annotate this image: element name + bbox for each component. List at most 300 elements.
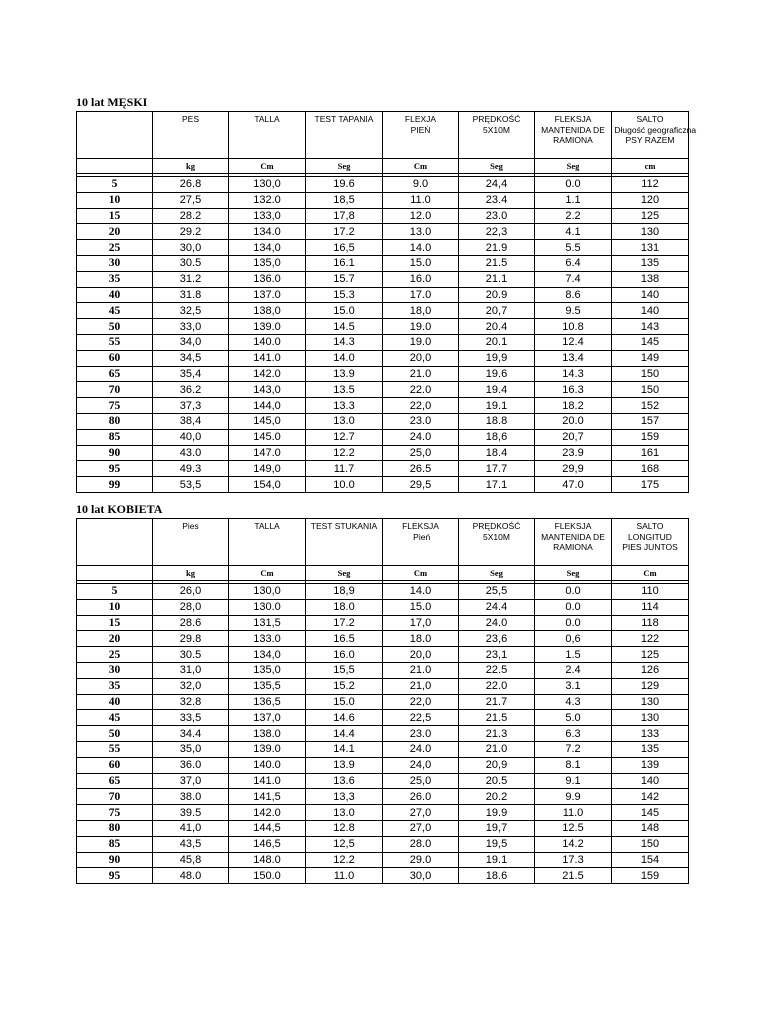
value-cell: 0.0 [535,177,612,193]
column-header [229,112,306,159]
value-cell: 16.0 [306,647,383,663]
value-cell: 20,9 [459,757,535,773]
table-row [77,710,689,726]
value-cell: 139.0 [229,741,306,757]
value-cell: 17,8 [306,208,383,224]
value-cell: 47.0 [535,477,612,493]
value-cell: 23.0 [459,208,535,224]
unit-cell: kg [153,159,229,174]
column-header [383,112,459,159]
percentile-cell: 55 [77,741,153,757]
table-row [77,836,689,852]
column-header [535,112,612,159]
value-cell: 137.0 [229,287,306,303]
value-cell: 25,0 [383,773,459,789]
value-cell: 125 [612,208,689,224]
value-cell: 131,5 [229,615,306,631]
value-cell: 2.4 [535,662,612,678]
value-cell: 30,0 [383,868,459,884]
percentile-cell: 60 [77,350,153,366]
value-cell: 141.0 [229,773,306,789]
table-row [77,303,689,319]
value-cell: 15,5 [306,662,383,678]
value-cell: 25,5 [459,584,535,600]
value-cell: 175 [612,477,689,493]
value-cell: 22,0 [383,398,459,414]
value-cell: 41,0 [153,820,229,836]
value-cell: 4.3 [535,694,612,710]
table-row [77,599,689,615]
value-cell: 21.5 [535,868,612,884]
column-header [306,519,383,566]
value-cell: 133.0 [229,631,306,647]
value-cell: 19,9 [459,350,535,366]
male-percentile-table [76,111,697,493]
value-cell: 17.2 [306,615,383,631]
value-cell: 20,7 [459,303,535,319]
value-cell: 148.0 [229,852,306,868]
percentile-cell: 65 [77,366,153,382]
value-cell: 168 [612,461,689,477]
value-cell: 120 [612,192,689,208]
percentile-cell: 40 [77,694,153,710]
value-cell: 14.5 [306,319,383,335]
value-cell: 22,0 [383,694,459,710]
value-cell: 18,0 [383,303,459,319]
value-cell: 19.0 [383,319,459,335]
value-cell: 11.7 [306,461,383,477]
value-cell: 137,0 [229,710,306,726]
value-cell: 29,9 [535,461,612,477]
value-cell: 33,0 [153,319,229,335]
value-cell: 145,0 [229,413,306,429]
value-cell: 10.8 [535,319,612,335]
table-row [77,382,689,398]
female-table-title: 10 lat KOBIETA [76,502,163,516]
percentile-cell: 5 [77,584,153,600]
table-row [77,350,689,366]
value-cell: 24,4 [459,177,535,193]
value-cell: 9.0 [383,177,459,193]
value-cell: 17.0 [383,287,459,303]
value-cell: 1.1 [535,192,612,208]
value-cell: 45,8 [153,852,229,868]
percentile-cell: 65 [77,773,153,789]
percentile-cell: 15 [77,208,153,224]
value-cell: 21.0 [383,662,459,678]
value-cell: 157 [612,413,689,429]
value-cell: 15.0 [306,694,383,710]
value-cell: 134,0 [229,647,306,663]
value-cell: 37,3 [153,398,229,414]
value-cell: 18,9 [306,584,383,600]
percentile-cell: 10 [77,599,153,615]
value-cell: 18.0 [383,631,459,647]
table-row [77,694,689,710]
value-cell: 14.3 [535,366,612,382]
value-cell: 26,0 [153,584,229,600]
value-cell: 37,0 [153,773,229,789]
value-cell: 15.0 [383,599,459,615]
table-row [77,366,689,382]
value-cell: 4.1 [535,224,612,240]
value-cell: 161 [612,445,689,461]
table-row [77,192,689,208]
value-cell: 11.0 [383,192,459,208]
value-cell: 19.1 [459,398,535,414]
value-cell: 20.9 [459,287,535,303]
column-header-label: Pies [182,521,199,531]
header-row [77,519,689,566]
value-cell: 9.1 [535,773,612,789]
header-row [77,112,689,159]
column-header [459,112,535,159]
value-cell: 27,5 [153,192,229,208]
unit-cell [77,159,153,174]
value-cell: 149,0 [229,461,306,477]
table-row [77,805,689,821]
column-header-label: TEST STUKANIA [310,521,378,531]
value-cell: 34.4 [153,726,229,742]
table-row [77,820,689,836]
unit-cell: Cm [612,566,689,581]
value-cell: 29.8 [153,631,229,647]
table-row [77,445,689,461]
value-cell: 31.8 [153,287,229,303]
value-cell: 8.6 [535,287,612,303]
column-header-label: FLEXJA PIEŃ [404,114,437,135]
table-row [77,271,689,287]
value-cell: 18.8 [459,413,535,429]
value-cell: 143 [612,319,689,335]
value-cell: 135 [612,741,689,757]
value-cell: 15.0 [306,303,383,319]
column-header [535,519,612,566]
value-cell: 159 [612,868,689,884]
value-cell: 141.0 [229,350,306,366]
value-cell: 40,0 [153,429,229,445]
value-cell: 149 [612,350,689,366]
percentile-cell: 35 [77,271,153,287]
value-cell: 12,5 [306,836,383,852]
percentile-cell: 20 [77,224,153,240]
value-cell: 144,0 [229,398,306,414]
value-cell: 26.5 [383,461,459,477]
value-cell: 126 [612,662,689,678]
value-cell: 138.0 [229,726,306,742]
value-cell: 20.4 [459,319,535,335]
value-cell: 22.5 [459,662,535,678]
column-header-label: TEST TAPANIA [314,114,374,124]
value-cell: 19,5 [459,836,535,852]
table-row [77,429,689,445]
value-cell: 39.5 [153,805,229,821]
value-cell: 110 [612,584,689,600]
value-cell: 21.0 [383,366,459,382]
value-cell: 140.0 [229,334,306,350]
value-cell: 14.3 [306,334,383,350]
percentile-cell: 20 [77,631,153,647]
value-cell: 21.7 [459,694,535,710]
value-cell: 36.2 [153,382,229,398]
value-cell: 23.0 [383,726,459,742]
value-cell: 16.3 [535,382,612,398]
value-cell: 140 [612,303,689,319]
column-header [306,112,383,159]
value-cell: 32,5 [153,303,229,319]
table-row [77,334,689,350]
value-cell: 26.0 [383,789,459,805]
unit-cell: Seg [459,159,535,174]
value-cell: 14.2 [535,836,612,852]
value-cell: 150 [612,366,689,382]
percentile-cell: 30 [77,662,153,678]
column-header-label: TALLA [254,114,280,124]
value-cell: 23.9 [535,445,612,461]
column-header [77,112,153,159]
value-cell: 18.0 [306,599,383,615]
percentile-cell: 80 [77,820,153,836]
value-cell: 19.1 [459,852,535,868]
table-row [77,477,689,493]
column-header [153,112,229,159]
value-cell: 36.0 [153,757,229,773]
value-cell: 148 [612,820,689,836]
percentile-cell: 60 [77,757,153,773]
value-cell: 25,0 [383,445,459,461]
unit-cell: Cm [229,566,306,581]
percentile-cell: 95 [77,461,153,477]
table-row [77,319,689,335]
female-percentile-table [76,518,689,884]
value-cell: 49.3 [153,461,229,477]
value-cell: 15.0 [383,255,459,271]
value-cell: 21.5 [459,710,535,726]
value-cell: 143,0 [229,382,306,398]
column-header-label: TALLA [254,521,280,531]
percentile-cell: 40 [77,287,153,303]
value-cell: 29.0 [383,852,459,868]
value-cell: 19.4 [459,382,535,398]
value-cell: 140 [612,773,689,789]
value-cell: 28.6 [153,615,229,631]
value-cell: 16,5 [306,240,383,256]
value-cell: 141,5 [229,789,306,805]
value-cell: 3.1 [535,678,612,694]
value-cell: 20.0 [535,413,612,429]
value-cell: 18,6 [459,429,535,445]
value-cell: 6.3 [535,726,612,742]
value-cell: 140 [612,287,689,303]
value-cell: 28.0 [383,836,459,852]
value-cell: 0.0 [535,599,612,615]
unit-cell: Seg [535,566,612,581]
value-cell: 53,5 [153,477,229,493]
value-cell: 21.3 [459,726,535,742]
unit-cell: Cm [383,566,459,581]
value-cell: 21.9 [459,240,535,256]
value-cell: 19.9 [459,805,535,821]
value-cell: 135,0 [229,662,306,678]
value-cell: 16.1 [306,255,383,271]
percentile-cell: 75 [77,398,153,414]
percentile-cell: 50 [77,319,153,335]
value-cell: 145 [612,805,689,821]
value-cell: 31.2 [153,271,229,287]
percentile-cell: 10 [77,192,153,208]
value-cell: 125 [612,647,689,663]
percentile-cell: 45 [77,710,153,726]
value-cell: 10.0 [306,477,383,493]
value-cell: 24.0 [459,615,535,631]
unit-cell: Seg [306,566,383,581]
value-cell: 150.0 [229,868,306,884]
value-cell: 35,0 [153,741,229,757]
value-cell: 129 [612,678,689,694]
units-row [77,566,689,581]
value-cell: 142.0 [229,805,306,821]
column-header-label: SALTO LONGITUD PIES JUNTOS [622,521,678,552]
table-row [77,224,689,240]
value-cell: 140.0 [229,757,306,773]
value-cell: 5.5 [535,240,612,256]
value-cell: 144,5 [229,820,306,836]
value-cell: 134,0 [229,240,306,256]
column-header-label: FLEKSJA Pień [402,521,439,542]
value-cell: 112 [612,177,689,193]
value-cell: 13.0 [306,805,383,821]
value-cell: 130.0 [229,599,306,615]
table-row [77,852,689,868]
column-header [383,519,459,566]
value-cell: 15.7 [306,271,383,287]
percentile-cell: 85 [77,836,153,852]
value-cell: 38,4 [153,413,229,429]
percentile-cell: 5 [77,177,153,193]
value-cell: 139.0 [229,319,306,335]
value-cell: 150 [612,836,689,852]
value-cell: 27,0 [383,805,459,821]
value-cell: 16.5 [306,631,383,647]
value-cell: 12.4 [535,334,612,350]
value-cell: 17.1 [459,477,535,493]
percentile-cell: 25 [77,240,153,256]
value-cell: 11.0 [535,805,612,821]
value-cell: 14.4 [306,726,383,742]
value-cell: 154,0 [229,477,306,493]
unit-cell: Seg [306,159,383,174]
value-cell: 159 [612,429,689,445]
value-cell: 114 [612,599,689,615]
table-row [77,287,689,303]
table-row [77,757,689,773]
value-cell: 7.4 [535,271,612,287]
units-row [77,159,689,174]
percentile-cell: 75 [77,805,153,821]
value-cell: 17.3 [535,852,612,868]
column-header-label: FLEKSJA MANTENIDA DE RAMIONA [541,114,605,145]
value-cell: 130 [612,224,689,240]
value-cell: 130,0 [229,584,306,600]
value-cell: 142.0 [229,366,306,382]
value-cell: 13.5 [306,382,383,398]
value-cell: 30.5 [153,255,229,271]
value-cell: 152 [612,398,689,414]
value-cell: 13.3 [306,398,383,414]
value-cell: 14.6 [306,710,383,726]
value-cell: 18.6 [459,868,535,884]
value-cell: 19.6 [306,177,383,193]
value-cell: 12.2 [306,852,383,868]
value-cell: 145.0 [229,429,306,445]
table-row [77,773,689,789]
value-cell: 31,0 [153,662,229,678]
value-cell: 12.2 [306,445,383,461]
percentile-cell: 50 [77,726,153,742]
table-row [77,662,689,678]
percentile-cell: 45 [77,303,153,319]
value-cell: 24.0 [383,429,459,445]
value-cell: 23,1 [459,647,535,663]
value-cell: 5.0 [535,710,612,726]
table-row [77,678,689,694]
column-header [459,519,535,566]
value-cell: 38.0 [153,789,229,805]
value-cell: 14.1 [306,741,383,757]
value-cell: 139 [612,757,689,773]
table-row [77,398,689,414]
column-header [77,519,153,566]
percentile-cell: 90 [77,445,153,461]
value-cell: 24.4 [459,599,535,615]
value-cell: 20,0 [383,647,459,663]
value-cell: 122 [612,631,689,647]
value-cell: 135,5 [229,678,306,694]
value-cell: 146,5 [229,836,306,852]
value-cell: 32.8 [153,694,229,710]
column-header [153,519,229,566]
value-cell: 135 [612,255,689,271]
table-row [77,631,689,647]
value-cell: 142 [612,789,689,805]
value-cell: 17,0 [383,615,459,631]
percentile-cell: 15 [77,615,153,631]
unit-cell: Seg [459,566,535,581]
percentile-cell: 99 [77,477,153,493]
value-cell: 0,6 [535,631,612,647]
column-header-label: PES [181,114,199,124]
value-cell: 12.5 [535,820,612,836]
value-cell: 118 [612,615,689,631]
value-cell: 18.4 [459,445,535,461]
column-header-label: FLEKSJA MANTENIDA DE RAMIONA [541,521,605,552]
table-row [77,240,689,256]
value-cell: 2.2 [535,208,612,224]
value-cell: 6.4 [535,255,612,271]
table-row [77,615,689,631]
value-cell: 136.0 [229,271,306,287]
table-row [77,584,689,600]
value-cell: 19.6 [459,366,535,382]
value-cell: 130 [612,710,689,726]
percentile-cell: 30 [77,255,153,271]
value-cell: 23.0 [383,413,459,429]
percentile-cell: 70 [77,789,153,805]
value-cell: 13.0 [306,413,383,429]
percentile-cell: 35 [77,678,153,694]
table-row [77,741,689,757]
value-cell: 43,5 [153,836,229,852]
